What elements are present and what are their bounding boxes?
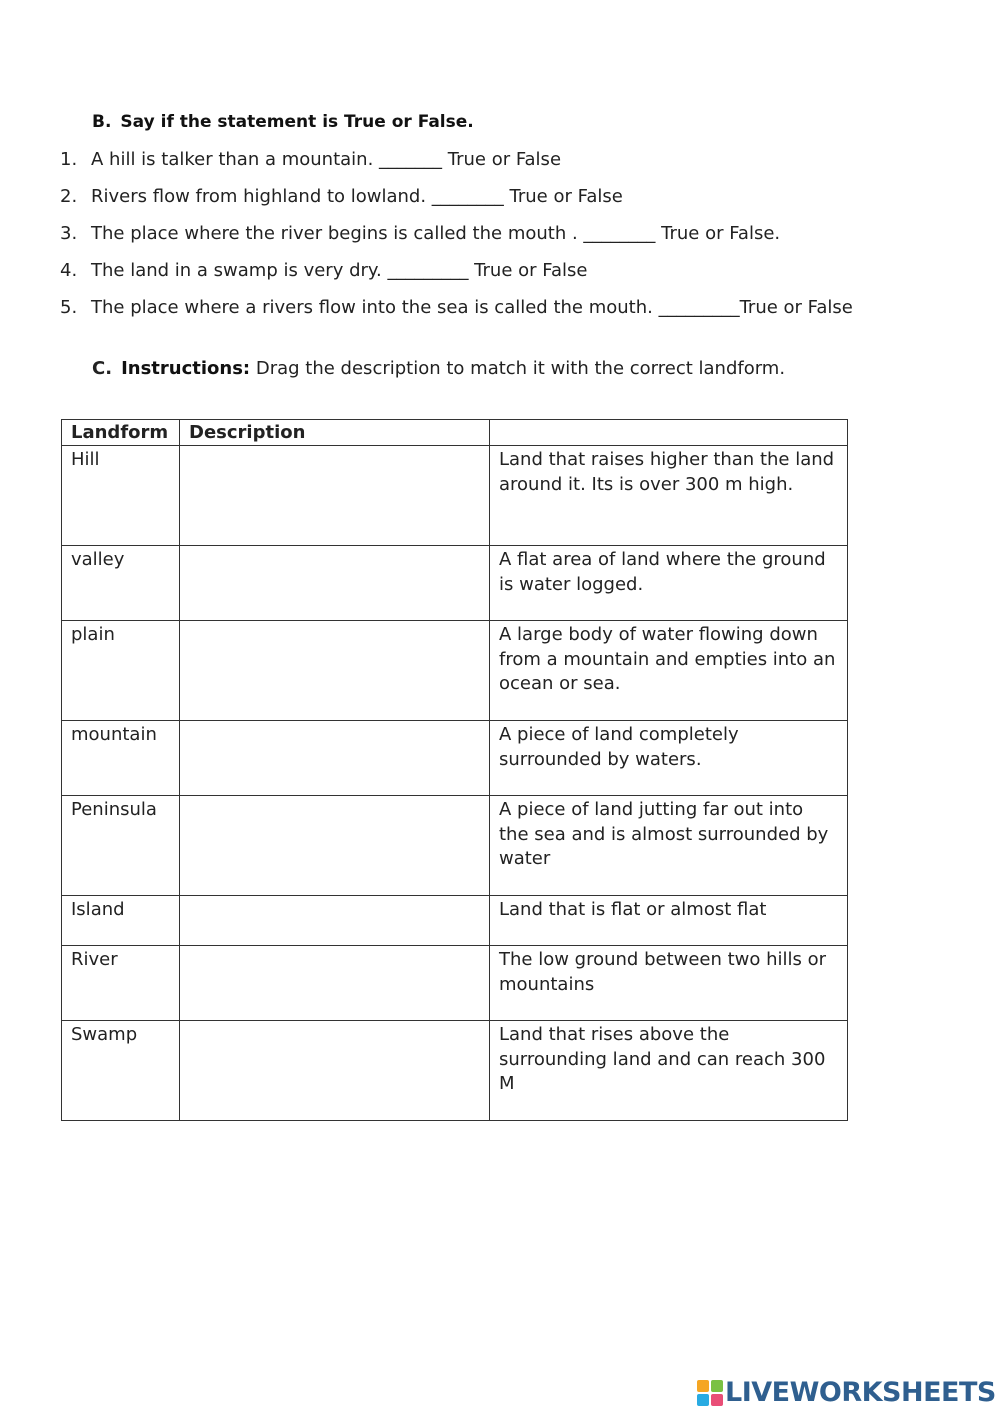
table-row — [62, 896, 848, 946]
true-false-item — [60, 222, 780, 246]
description-drop-zone[interactable] — [180, 1021, 490, 1121]
item-number: 3. — [60, 223, 78, 244]
item-number: 5. — [60, 297, 78, 318]
landform-cell: mountain — [62, 721, 180, 796]
landform-cell: valley — [62, 546, 180, 621]
table-header-row — [62, 420, 848, 446]
landform-cell: plain — [62, 621, 180, 721]
description-drop-zone[interactable] — [180, 546, 490, 621]
section-c-instructions — [92, 358, 785, 379]
section-b-heading: Say if the statement is True or False. — [120, 112, 474, 132]
item-text: The land in a swamp is very dry. _________ True or False — [91, 260, 588, 281]
item-number: 1. — [60, 149, 78, 170]
item-text: A hill is talker than a mountain. _______ True or False — [91, 149, 562, 170]
description-choice[interactable]: A large body of water flowing down from a mountain and empties into an ocean or sea. — [490, 621, 848, 721]
landform-cell: River — [62, 946, 180, 1021]
section-c-letter: C. — [92, 358, 113, 379]
description-choice[interactable]: The low ground between two hills or mountains — [490, 946, 848, 1021]
landform-cell: Swamp — [62, 1021, 180, 1121]
header-description: Description — [180, 420, 490, 446]
landform-cell: Hill — [62, 446, 180, 546]
landform-cell: Peninsula — [62, 796, 180, 896]
instructions-text: Drag the description to match it with the correct landform. — [255, 358, 786, 379]
description-choice[interactable]: A flat area of land where the ground is water logged. — [490, 546, 848, 621]
table-row — [62, 446, 848, 546]
description-drop-zone[interactable] — [180, 896, 490, 946]
description-drop-zone[interactable] — [180, 796, 490, 896]
logo-mark-icon — [697, 1380, 723, 1406]
landform-table — [61, 419, 848, 1121]
section-b-letter: B. — [92, 112, 112, 132]
description-drop-zone[interactable] — [180, 946, 490, 1021]
landform-cell: Island — [62, 896, 180, 946]
item-number: 4. — [60, 260, 78, 281]
description-choice[interactable]: Land that is flat or almost flat — [490, 896, 848, 946]
table-row — [62, 721, 848, 796]
true-false-item — [60, 148, 561, 172]
header-landform: Landform — [62, 420, 180, 446]
logo-square — [711, 1380, 723, 1392]
description-choice[interactable]: A piece of land jutting far out into the sea and is almost surrounded by water — [490, 796, 848, 896]
table-row — [62, 796, 848, 896]
item-text: The place where a rivers flow into the sea is called the mouth. _________True or False — [91, 297, 853, 318]
item-text: The place where the river begins is called the mouth . ________ True or False. — [91, 223, 781, 244]
logo-square — [697, 1380, 709, 1392]
table-row — [62, 546, 848, 621]
description-drop-zone[interactable] — [180, 621, 490, 721]
description-choice[interactable]: A piece of land completely surrounded by waters. — [490, 721, 848, 796]
instructions-label: Instructions: — [121, 358, 251, 379]
true-false-item — [60, 259, 587, 283]
description-choice[interactable]: Land that rises above the surrounding land and can reach 300 M — [490, 1021, 848, 1121]
item-number: 2. — [60, 186, 78, 207]
true-false-item — [60, 185, 623, 209]
logo-square — [697, 1394, 709, 1406]
description-choice[interactable]: Land that raises higher than the land around it. Its is over 300 m high. — [490, 446, 848, 546]
logo-square — [711, 1394, 723, 1406]
description-drop-zone[interactable] — [180, 446, 490, 546]
header-choices — [490, 420, 848, 446]
logo-text: LIVEWORKSHEETS — [725, 1377, 996, 1408]
table-row — [62, 621, 848, 721]
section-b-title — [92, 112, 474, 132]
description-drop-zone[interactable] — [180, 721, 490, 796]
liveworksheets-logo — [697, 1376, 996, 1410]
true-false-item — [60, 296, 853, 320]
table-row — [62, 946, 848, 1021]
table-row — [62, 1021, 848, 1121]
item-text: Rivers flow from highland to lowland. ________ True or False — [91, 186, 623, 207]
